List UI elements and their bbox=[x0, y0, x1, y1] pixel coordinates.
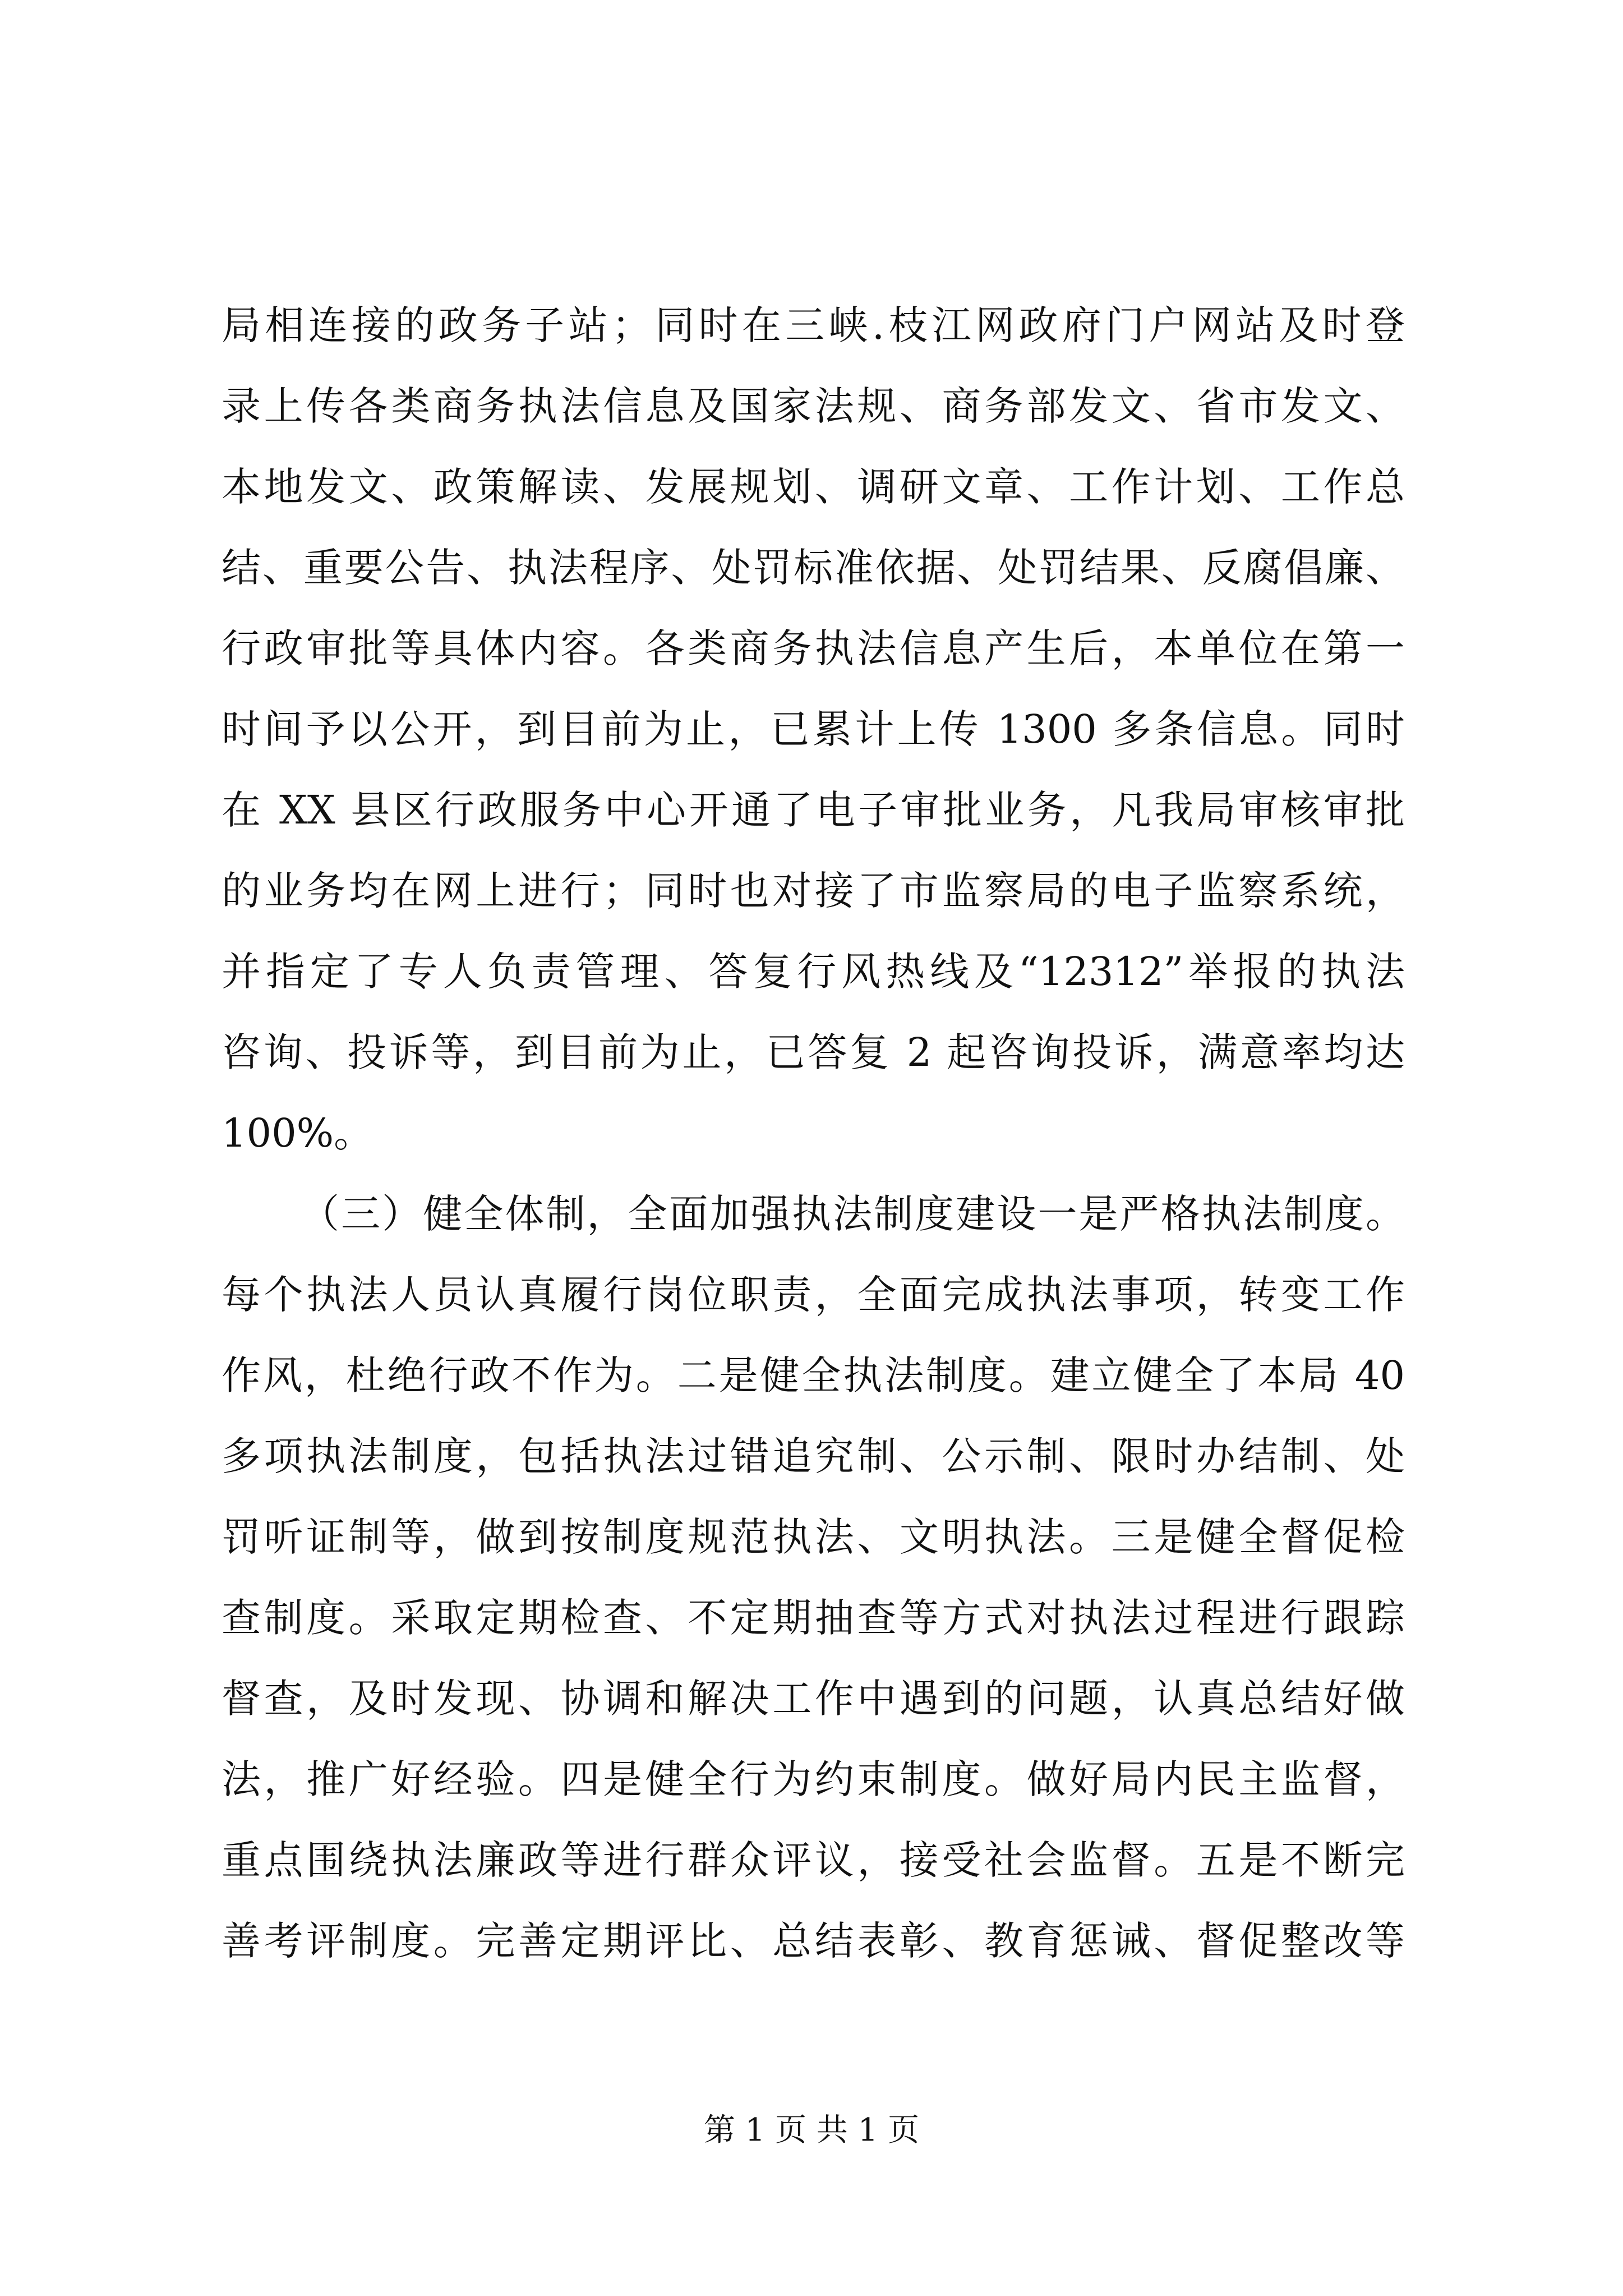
paragraph-2-line: 查制度。采取定期检查、不定期抽查等方式对执法过程进行跟踪 bbox=[222, 1595, 1405, 1641]
paragraph-1-line: 时间予以公开，到目前为止，已累计上传 1300 多条信息。同时 bbox=[222, 706, 1405, 752]
paragraph-1-line: 的业务均在网上进行；同时也对接了市监察局的电子监察系统， bbox=[222, 868, 1405, 914]
paragraph-1-line: 并指定了专人负责管理、答复行风热线及“12312”举报的执法 bbox=[222, 949, 1405, 995]
paragraph-2-line: 法，推广好经验。四是健全行为约束制度。做好局内民主监督， bbox=[222, 1756, 1405, 1802]
paragraph-2-line: 多项执法制度，包括执法过错追究制、公示制、限时办结制、处 bbox=[222, 1433, 1405, 1479]
paragraph-1-line: 咨询、投诉等，到目前为止，已答复 2 起咨询投诉，满意率均达 bbox=[222, 1029, 1405, 1075]
paragraph-2-line: 罚听证制等，做到按制度规范执法、文明执法。三是健全督促检 bbox=[222, 1514, 1405, 1560]
paragraph-1-line: 局相连接的政务子站；同时在三峡.枝江网政府门户网站及时登 bbox=[222, 302, 1405, 348]
paragraph-1-line: 行政审批等具体内容。各类商务执法信息产生后，本单位在第一 bbox=[222, 625, 1405, 671]
section-heading-line: （三）健全体制，全面加强执法制度建设一是严格执法制度。 bbox=[300, 1191, 1405, 1237]
paragraph-1-line: 录上传各类商务执法信息及国家法规、商务部发文、省市发文、 bbox=[222, 383, 1405, 429]
paragraph-1-line: 在 XX 县区行政服务中心开通了电子审批业务，凡我局审核审批 bbox=[222, 787, 1405, 833]
paragraph-2-line: 督查，及时发现、协调和解决工作中遇到的问题，认真总结好做 bbox=[222, 1676, 1405, 1722]
page-footer: 第 1 页 共 1 页 bbox=[703, 2112, 920, 2148]
paragraph-2-line: 重点围绕执法廉政等进行群众评议，接受社会监督。五是不断完 bbox=[222, 1837, 1405, 1883]
paragraph-1-line: 本地发文、政策解读、发展规划、调研文章、工作计划、工作总 bbox=[222, 464, 1405, 510]
body-text bbox=[222, 285, 1405, 1981]
paragraph-1-line: 结、重要公告、执法程序、处罚标准依据、处罚结果、反腐倡廉、 bbox=[222, 545, 1405, 591]
paragraph-2-line: 善考评制度。完善定期评比、总结表彰、教育惩诫、督促整改等 bbox=[222, 1918, 1405, 1964]
paragraph-2-line: 作风，杜绝行政不作为。二是健全执法制度。建立健全了本局 40 bbox=[222, 1352, 1405, 1398]
paragraph-1-line: 100%。 bbox=[222, 1110, 374, 1156]
paragraph-2-line: 每个执法人员认真履行岗位职责，全面完成执法事项，转变工作 bbox=[222, 1272, 1405, 1318]
